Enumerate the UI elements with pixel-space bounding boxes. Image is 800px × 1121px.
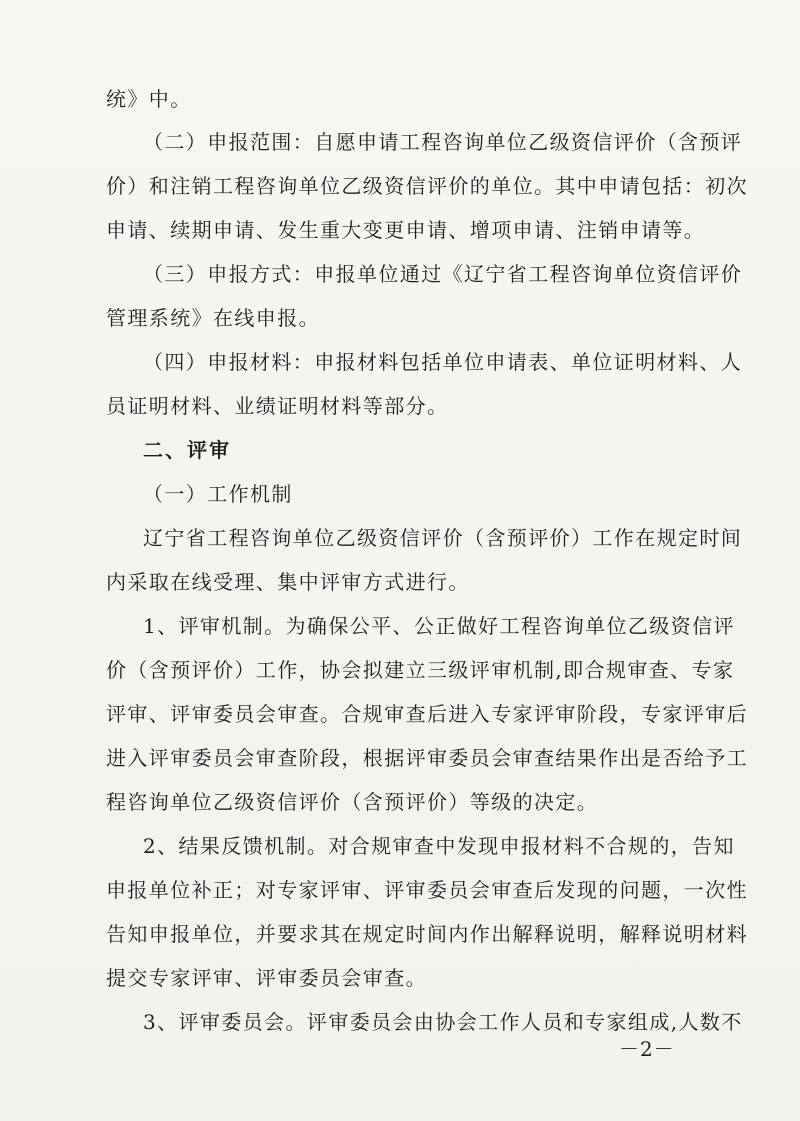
text-line: （三）申报方式：申报单位通过《辽宁省工程咨询单位资信评价 [143,262,743,286]
page-number: －2－ [619,1037,675,1061]
text-line: 内采取在线受理、集中评审方式进行。 [106,570,470,594]
text-line: 2、结果反馈机制。对合规审查中发现申报材料不合规的，告知 [143,834,735,858]
text-line: 程咨询单位乙级资信评价（含预评价）等级的决定。 [106,790,599,814]
text-line: 申报单位补正；对专家评审、评审委员会审查后发现的问题，一次性 [106,878,748,902]
text-line: 管理系统》在线申报。 [106,306,320,330]
text-line: 告知申报单位，并要求其在规定时间内作出解释说明，解释说明材料 [106,922,748,946]
text-line: 进入评审委员会审查阶段，根据评审委员会审查结果作出是否给予工 [106,746,748,770]
subsection-heading: （一）工作机制 [143,482,293,506]
text-line: 员证明材料、业绩证明材料等部分。 [106,394,449,418]
text-line: 价）和注销工程咨询单位乙级资信评价的单位。其中申请包括：初次 [106,174,748,198]
text-line: 辽宁省工程咨询单位乙级资信评价（含预评价）工作在规定时间 [143,526,743,550]
text-line: 提交专家评审、评审委员会审查。 [106,966,427,990]
text-line: 统》中。 [106,87,192,111]
text-line: （四）申报材料：申报材料包括单位申请表、单位证明材料、人 [143,350,743,374]
section-heading: 二、评审 [143,438,231,462]
text-line: 评审、评审委员会审查。合规审查后进入专家评审阶段，专家评审后 [106,702,748,726]
text-line: 申请、续期申请、发生重大变更申请、增项申请、注销申请等。 [106,218,706,242]
text-line: 3、评审委员会。评审委员会由协会工作人员和专家组成,人数不 [143,1010,743,1034]
text-line: （二）申报范围：自愿申请工程咨询单位乙级资信评价（含预评 [143,130,743,154]
text-line: 1、评审机制。为确保公平、公正做好工程咨询单位乙级资信评 [143,614,735,638]
text-line: 价（含预评价）工作，协会拟建立三级评审机制,即合规审查、专家 [106,658,735,682]
